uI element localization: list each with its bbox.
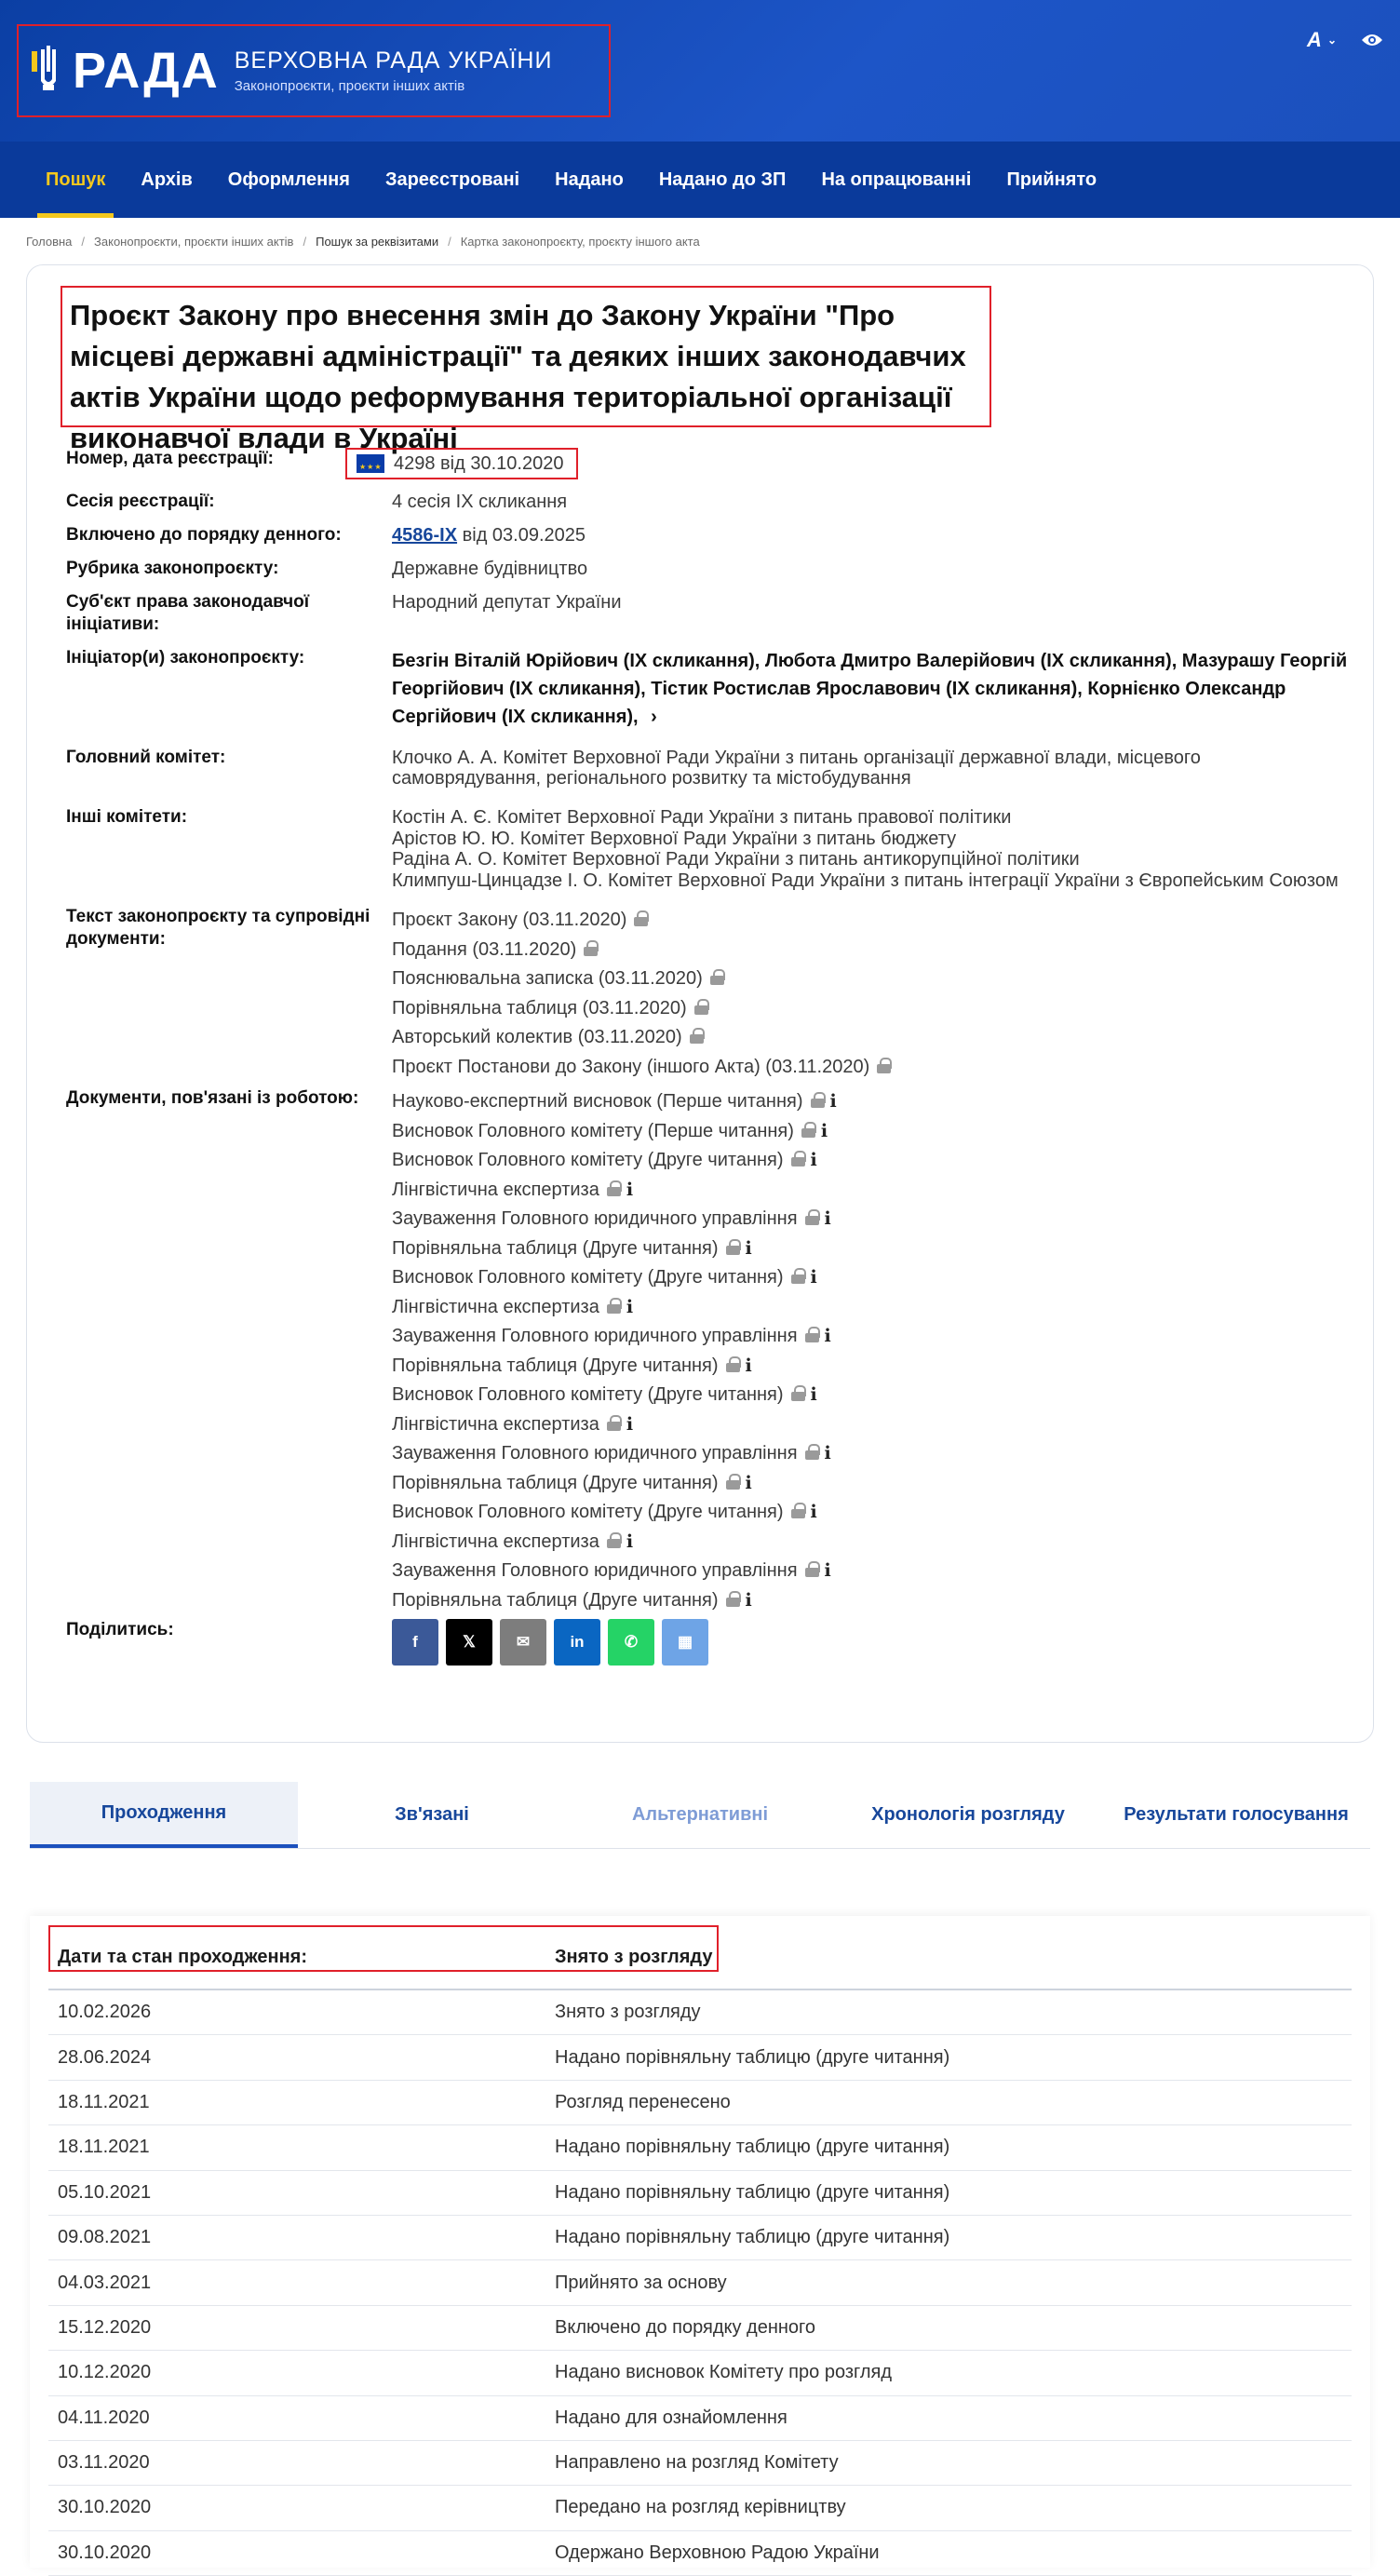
lock-icon	[634, 910, 648, 926]
qr-code-icon[interactable]: ▦	[662, 1619, 708, 1666]
eu-flag-icon	[357, 454, 384, 473]
related-document-label: Порівняльна таблиця (Друге читання)	[392, 1589, 719, 1611]
info-icon[interactable]: i	[810, 1502, 817, 1522]
table-row	[48, 2035, 1352, 2080]
info-icon[interactable]: i	[824, 1208, 831, 1229]
tab-0[interactable]: Проходження	[30, 1782, 298, 1848]
bill-title-box	[61, 286, 991, 454]
lock-icon	[607, 1298, 621, 1314]
info-icon[interactable]: i	[820, 1120, 828, 1141]
text-document-item[interactable]	[392, 1023, 1351, 1053]
lock-icon	[805, 1327, 819, 1342]
related-document-label: Лінгвістична експертиза	[392, 1531, 599, 1552]
status-text: Передано на розгляд керівництву	[555, 2497, 846, 2518]
related-document-item[interactable]	[392, 1381, 1351, 1410]
table-row	[48, 2351, 1352, 2395]
lock-icon	[726, 1474, 740, 1490]
related-document-item[interactable]	[392, 1263, 1351, 1293]
other-committee-item: Костін А. Є. Комітет Верховної Ради України з питань правової політики	[392, 807, 1012, 828]
status-header-left: Дати та стан проходження:	[58, 1946, 307, 1967]
share-row	[66, 1619, 1351, 1666]
table-row	[48, 2306, 1352, 2351]
related-document-item[interactable]	[392, 1498, 1351, 1528]
nav-item-7[interactable]: Прийнято	[1006, 169, 1097, 190]
related-document-label: Висновок Головного комітету (Друге читання)	[392, 1502, 784, 1522]
status-text: Надано для ознайомлення	[555, 2407, 788, 2428]
breadcrumb	[0, 218, 1400, 264]
lock-icon	[877, 1058, 891, 1073]
info-icon[interactable]: i	[626, 1413, 634, 1435]
lock-icon	[607, 1415, 621, 1431]
status-text: Знято з розгляду	[555, 2002, 701, 2023]
status-date: 15.12.2020	[58, 2316, 152, 2338]
initiators-row	[66, 647, 1351, 731]
texts-list	[392, 906, 1351, 1082]
tab-3[interactable]: Хронологія розгляду	[871, 1804, 1065, 1825]
related-document-label: Лінгвістична експертиза	[392, 1179, 599, 1200]
status-text: Прийнято за основу	[555, 2272, 727, 2293]
info-icon[interactable]: i	[626, 1296, 634, 1317]
whatsapp-icon[interactable]: ✆	[608, 1619, 654, 1666]
text-document-label: Подання (03.11.2020)	[392, 938, 577, 960]
table-row	[48, 2441, 1352, 2486]
info-icon[interactable]: i	[626, 1179, 634, 1200]
related-document-label: Порівняльна таблиця (Друге читання)	[392, 1355, 719, 1376]
texts-row	[66, 906, 1351, 1082]
facebook-icon[interactable]: f	[392, 1619, 438, 1666]
share-label: Поділитись:	[66, 1620, 174, 1639]
bill-tabs	[30, 1782, 1370, 1849]
reg-number	[345, 448, 578, 479]
info-icon[interactable]: i	[810, 1150, 817, 1170]
text-document-label: Пояснювальна записка (03.11.2020)	[392, 968, 703, 989]
status-date: 18.11.2021	[58, 2091, 150, 2112]
main-nav	[0, 142, 1400, 218]
lock-icon	[607, 1180, 621, 1196]
initiators-value[interactable]: Безгін Віталій Юрійович (IX скликання), Любота Дмитро Валерійович (IX скликання), Мазурашу Георгій Георгійович (IX скликання), Тістик Ростислав Ярославович (IX скликання), Корнієнко Олександр Сергійович (IX скликання),	[392, 651, 1348, 727]
text-document-item[interactable]	[392, 936, 1351, 965]
related-document-item[interactable]	[392, 1439, 1351, 1469]
lock-icon	[811, 1092, 825, 1108]
bill-card	[26, 264, 1374, 1743]
logo-text	[235, 47, 553, 94]
expand-initiators-icon[interactable]: ›	[651, 707, 657, 727]
related-document-label: Порівняльна таблиця (Друге читання)	[392, 1237, 719, 1259]
text-document-item[interactable]	[392, 906, 1351, 936]
status-text: Направлено на розгляд Комітету	[555, 2452, 839, 2474]
status-date: 03.11.2020	[58, 2452, 150, 2474]
status-date: 18.11.2021	[58, 2137, 150, 2158]
related-document-label: Зауваження Головного юридичного управління	[392, 1208, 798, 1229]
session-value: 4 сесія IX скликання	[392, 492, 568, 512]
related-document-item[interactable]	[392, 1557, 1351, 1586]
status-header-highlight	[48, 1925, 719, 1972]
lock-icon	[690, 1028, 704, 1044]
site-logo[interactable]	[17, 24, 611, 117]
status-date: 28.06.2024	[58, 2046, 152, 2068]
bill-title: Проєкт Закону про внесення змін до Закону України "Про місцеві державні адміністрації" та деяких інших законодавчих актів України щодо реформування територіальної організації виконавчої влади в Україні	[70, 299, 966, 454]
chevron-down-icon: ⌄	[1326, 34, 1337, 47]
text-document-item[interactable]	[392, 1053, 1351, 1083]
related-docs-label: Документи, пов'язані із роботою:	[66, 1088, 359, 1108]
table-row	[48, 2260, 1352, 2305]
logo-title: ВЕРХОВНА РАДА УКРАЇНИ	[234, 47, 553, 74]
info-icon[interactable]: i	[824, 1443, 831, 1463]
related-document-item[interactable]	[392, 1234, 1351, 1264]
status-date: 10.12.2020	[58, 2362, 152, 2383]
related-document-item[interactable]	[392, 1586, 1351, 1616]
lock-icon	[607, 1532, 621, 1548]
reg-value: 4298 від 30.10.2020	[394, 453, 564, 474]
related-document-item[interactable]	[392, 1410, 1351, 1440]
breadcrumb-item[interactable]: Пошук за реквізитами	[316, 234, 439, 249]
status-date: 05.10.2021	[58, 2181, 152, 2203]
other-committees-list	[392, 807, 1351, 891]
status-text: Розгляд перенесено	[555, 2091, 731, 2112]
breadcrumb-item[interactable]: Законопроєкти, проєкти інших актів	[94, 234, 294, 249]
other-committees-label: Інші комітети:	[66, 807, 188, 827]
main-committee-value: Клочко А. А. Комітет Верховної Ради України з питань організації державної влади, місцевого самоврядування, регіонального розвитку та містобудування	[392, 748, 1201, 789]
status-date: 30.10.2020	[58, 2497, 152, 2518]
lock-icon	[726, 1356, 740, 1372]
font-size-toggle[interactable]	[1307, 28, 1337, 52]
nav-item-6[interactable]: На опрацюванні	[821, 169, 972, 190]
related-document-label: Науково-експертний висновок (Перше читання)	[392, 1091, 803, 1112]
subject-value: Народний депутат України	[392, 592, 622, 613]
related-document-item[interactable]	[392, 1205, 1351, 1234]
site-header	[0, 0, 1400, 142]
status-text: Надано висновок Комітету про розгляд	[555, 2362, 893, 2383]
status-date: 10.02.2026	[58, 2002, 152, 2023]
related-document-item[interactable]	[392, 1528, 1351, 1558]
nav-item-1[interactable]: Архів	[141, 169, 193, 190]
lock-icon	[791, 1385, 805, 1401]
reg-label: Номер, дата реєстрації:	[66, 449, 274, 468]
info-icon[interactable]: i	[745, 1237, 752, 1259]
breadcrumb-separator: /	[81, 234, 86, 249]
agenda-label: Включено до порядку денного:	[66, 525, 342, 545]
rubric-value: Державне будівництво	[392, 559, 588, 579]
lock-icon	[694, 999, 708, 1015]
status-date: 04.11.2020	[58, 2407, 150, 2428]
related-document-item[interactable]	[392, 1146, 1351, 1176]
table-row	[48, 2171, 1352, 2216]
share-buttons	[392, 1619, 1351, 1666]
info-icon[interactable]: i	[745, 1472, 752, 1493]
initiators-label: Ініціатор(и) законопроєкту:	[66, 648, 305, 668]
bill-details	[66, 448, 1351, 1677]
session-label: Сесія реєстрації:	[66, 492, 215, 511]
tab-4[interactable]: Результати голосування	[1124, 1804, 1349, 1825]
lock-icon	[805, 1209, 819, 1225]
font-size-icon: A	[1307, 28, 1322, 51]
related-document-label: Висновок Головного комітету (Перше читання)	[392, 1120, 794, 1141]
related-document-label: Порівняльна таблиця (Друге читання)	[392, 1472, 719, 1493]
status-text: Надано порівняльну таблицю (друге читання)	[555, 2181, 950, 2203]
related-docs-row	[66, 1087, 1351, 1615]
info-icon[interactable]: i	[745, 1355, 752, 1376]
status-text: Надано порівняльну таблицю (друге читання)	[555, 2227, 950, 2248]
related-document-item[interactable]	[392, 1469, 1351, 1499]
lock-icon	[791, 1268, 805, 1284]
agenda-date: від 03.09.2025	[457, 525, 586, 546]
other-committees-row	[66, 807, 1351, 891]
status-date: 04.03.2021	[58, 2272, 152, 2293]
nav-item-0[interactable]: Пошук	[28, 142, 123, 218]
text-document-item[interactable]	[392, 994, 1351, 1024]
info-icon[interactable]: i	[626, 1531, 634, 1552]
text-document-item[interactable]	[392, 964, 1351, 994]
breadcrumb-separator: /	[448, 234, 451, 249]
logo-word: РАДА	[73, 43, 220, 99]
related-document-item[interactable]	[392, 1176, 1351, 1206]
info-icon[interactable]: i	[810, 1267, 817, 1288]
trident-icon	[32, 44, 65, 98]
text-document-label: Проєкт Закону (03.11.2020)	[392, 910, 627, 930]
related-document-label: Зауваження Головного юридичного управління	[392, 1443, 798, 1463]
related-docs-list	[392, 1087, 1351, 1615]
status-date: 30.10.2020	[58, 2542, 152, 2563]
info-icon[interactable]: i	[824, 1560, 831, 1581]
status-text: Одержано Верховною Радою України	[555, 2542, 880, 2563]
other-committee-item: Арістов Ю. Ю. Комітет Верховної Ради України з питань бюджету	[392, 828, 957, 849]
agenda-link[interactable]: 4586-IX	[392, 525, 458, 546]
status-table	[30, 1916, 1370, 2568]
nav-item-5[interactable]: Надано до ЗП	[658, 169, 787, 190]
tab-1[interactable]: Зв'язані	[395, 1804, 469, 1825]
related-document-item[interactable]	[392, 1322, 1351, 1352]
subject-label: Суб'єкт права законодавчої ініціативи:	[66, 592, 310, 634]
tab-2: Альтернативні	[631, 1804, 769, 1825]
breadcrumb-item: Картка законопроєкту, проєкту іншого акта	[460, 234, 700, 249]
lock-icon	[805, 1561, 819, 1577]
related-document-label: Зауваження Головного юридичного управління	[392, 1326, 798, 1346]
status-date: 09.08.2021	[58, 2227, 152, 2248]
related-document-item[interactable]	[392, 1117, 1351, 1147]
other-committee-item: Климпуш-Цинцадзе І. О. Комітет Верховної Ради України з питань інтеграції України з Європейським Союзом	[392, 870, 1339, 891]
eye-icon[interactable]	[1361, 33, 1383, 47]
text-document-label: Порівняльна таблиця (03.11.2020)	[392, 997, 687, 1018]
status-text: Надано порівняльну таблицю (друге читання)	[555, 2137, 950, 2158]
rubric-label: Рубрика законопроєкту:	[66, 559, 279, 578]
related-document-label: Висновок Головного комітету (Друге читання)	[392, 1150, 784, 1170]
table-row	[48, 2396, 1352, 2441]
table-row	[48, 2531, 1352, 2576]
info-icon[interactable]: i	[829, 1091, 837, 1112]
text-document-label: Авторський колектив (03.11.2020)	[392, 1027, 682, 1047]
status-header-right: Знято з розгляду	[555, 1946, 713, 1967]
texts-label: Текст законопроєкту та супровідні документи:	[66, 907, 370, 949]
breadcrumb-item[interactable]: Головна	[26, 234, 73, 249]
related-document-label: Висновок Головного комітету (Друге читання)	[392, 1384, 784, 1405]
breadcrumb-separator: /	[303, 234, 307, 249]
status-text: Включено до порядку денного	[555, 2316, 816, 2338]
table-row	[48, 2486, 1352, 2530]
rubric-row	[66, 558, 1351, 580]
subject-row	[66, 591, 1351, 636]
lock-icon	[805, 1444, 819, 1460]
lock-icon	[710, 969, 724, 985]
email-icon[interactable]: ✉	[500, 1619, 546, 1666]
info-icon[interactable]: i	[745, 1589, 752, 1611]
status-rows	[48, 1990, 1352, 2576]
related-document-label: Лінгвістична експертиза	[392, 1296, 599, 1317]
lock-icon	[584, 940, 598, 956]
logo-subtitle: Законопроєкти, проєкти інших актів	[234, 78, 465, 94]
info-icon[interactable]: i	[810, 1384, 817, 1405]
status-text: Надано порівняльну таблицю (друге читання)	[555, 2046, 950, 2068]
nav-item-2[interactable]: Оформлення	[227, 169, 350, 190]
related-document-label: Висновок Головного комітету (Друге читання)	[392, 1267, 784, 1288]
header-tools	[1307, 28, 1383, 52]
info-icon[interactable]: i	[824, 1326, 831, 1346]
related-document-item[interactable]	[392, 1293, 1351, 1323]
table-row	[48, 2081, 1352, 2125]
agenda-row	[66, 524, 1351, 546]
lock-icon	[791, 1503, 805, 1518]
related-document-label: Зауваження Головного юридичного управління	[392, 1560, 798, 1581]
other-committee-item: Радіна А. О. Комітет Верховної Ради України з питань антикорупційної політики	[392, 849, 1080, 870]
table-row	[48, 2125, 1352, 2170]
table-row	[48, 2216, 1352, 2260]
related-document-label: Лінгвістична експертиза	[392, 1413, 599, 1435]
text-document-label: Проєкт Постанови до Закону (іншого Акта) (03.11.2020)	[392, 1056, 870, 1077]
nav-item-3[interactable]: Зареєстровані	[384, 169, 520, 190]
linkedin-icon[interactable]: in	[554, 1619, 600, 1666]
main-committee-row	[66, 748, 1351, 789]
main-committee-label: Головний комітет:	[66, 748, 226, 767]
lock-icon	[726, 1239, 740, 1255]
lock-icon	[801, 1122, 815, 1138]
reg-row	[66, 448, 1351, 479]
table-row	[48, 1990, 1352, 2035]
related-document-item[interactable]	[392, 1087, 1351, 1117]
session-row	[66, 491, 1351, 513]
lock-icon	[791, 1151, 805, 1167]
related-document-item[interactable]	[392, 1352, 1351, 1382]
lock-icon	[726, 1591, 740, 1607]
x-icon[interactable]: 𝕏	[446, 1619, 492, 1666]
nav-item-4[interactable]: Надано	[555, 169, 624, 190]
